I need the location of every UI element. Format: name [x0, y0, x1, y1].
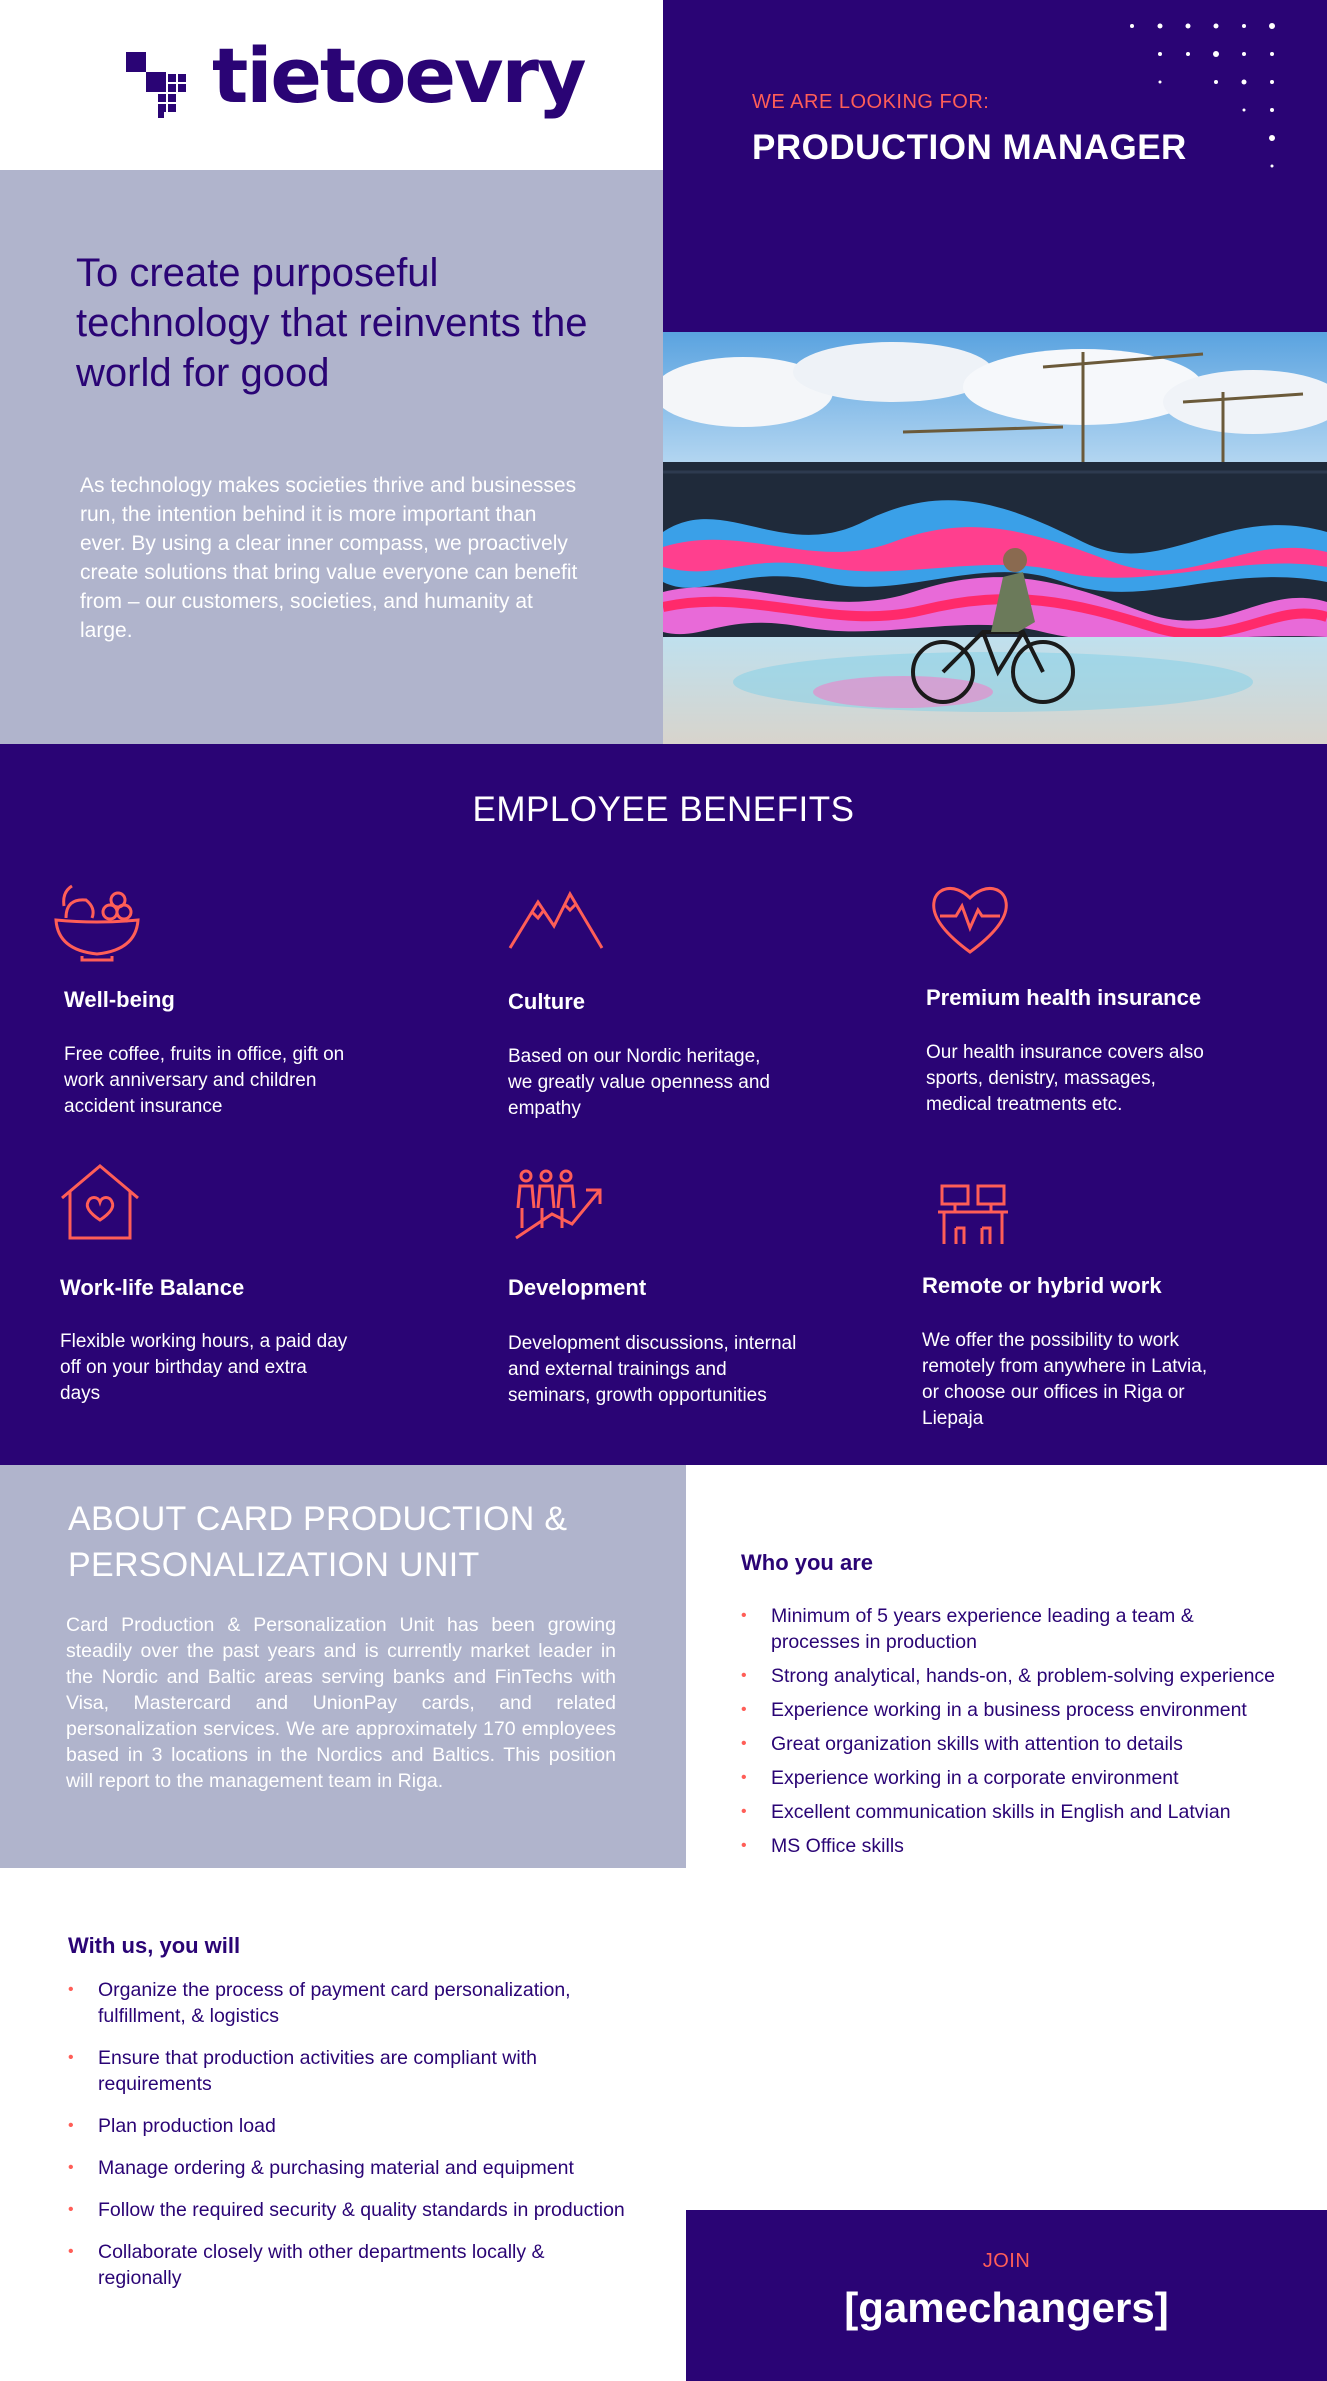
benefit-text-culture: Based on our Nordic heritage, we greatly value openness and empathy	[508, 1046, 770, 1119]
home-heart-icon	[58, 1162, 142, 1242]
mural-cyclist-photo	[663, 332, 1327, 744]
list-item: • Experience working in a business process environment	[741, 1697, 1281, 1723]
benefit-title-health: Premium health insurance	[926, 985, 1202, 1010]
looking-for-label: WE ARE LOOKING FOR:	[752, 91, 990, 113]
mountains-icon	[508, 888, 604, 952]
list-item: • Collaborate closely with other departments locally & regionally	[68, 2239, 628, 2291]
list-item: • Strong analytical, hands-on, & problem-solving experience	[741, 1663, 1281, 1689]
list-item: • Minimum of 5 years experience leading a team & processes in production	[741, 1603, 1281, 1655]
benefit-text-wellbeing: Free coffee, fruits in office, gift on work anniversary and children accident insurance	[64, 1044, 345, 1117]
list-item: • Manage ordering & purchasing material and equipment	[68, 2155, 628, 2181]
heartbeat-icon	[930, 882, 1010, 956]
job-title: PRODUCTION MANAGER	[752, 128, 1187, 167]
mission-heading: To create purposeful technology that reinvents the world for good	[76, 251, 588, 395]
with-us-list	[68, 1977, 628, 2307]
benefit-text-development: Development discussions, internal and external trainings and seminars, growth opportunities	[508, 1333, 797, 1406]
benefit-text-remote: We offer the possibility to work remotely from anywhere in Latvia, or choose our offices in Riga or Liepaja	[922, 1330, 1208, 1429]
list-item: • Excellent communication skills in English and Latvian	[741, 1799, 1281, 1825]
list-item: • Organize the process of payment card personalization, fulfillment, & logistics	[68, 1977, 628, 2029]
who-you-are-list	[741, 1603, 1281, 1867]
benefit-title-culture: Culture	[508, 989, 585, 1014]
list-item: • MS Office skills	[741, 1833, 1281, 1859]
benefit-title-development: Development	[508, 1275, 647, 1300]
fruit-bowl-icon	[52, 880, 142, 962]
list-item: • Ensure that production activities are compliant with requirements	[68, 2045, 628, 2097]
benefit-text-work-life: Flexible working hours, a paid day off on your birthday and extra days	[60, 1331, 348, 1404]
with-us-title: With us, you will	[68, 1933, 241, 1958]
benefit-title-remote: Remote or hybrid work	[922, 1273, 1162, 1298]
join-slogan: [gamechangers]	[844, 2284, 1169, 2331]
list-item: • Plan production load	[68, 2113, 628, 2139]
logo-mark-icon	[126, 52, 190, 120]
list-item: • Great organization skills with attention to details	[741, 1731, 1281, 1757]
mission-body: As technology makes societies thrive and businesses run, the intention behind it is more important than ever. By using a clear inner compass, we proactively create solutions that bring value everyone can benefit from – our customers, societies, and humanity at large.	[80, 474, 578, 642]
team-growth-icon	[512, 1168, 604, 1242]
who-you-are-title: Who you are	[741, 1550, 874, 1575]
about-title: ABOUT CARD PRODUCTION & PERSONALIZATION UNIT	[68, 1500, 568, 1584]
benefit-title-work-life: Work-life Balance	[60, 1275, 245, 1300]
desks-icon	[936, 1184, 1010, 1248]
logo-text: tietoevry	[212, 31, 585, 120]
about-body: Card Production & Personalization Unit has been growing steadily over the past years and is currently market leader in the Nordic and Baltic areas serving banks and FinTechs with Visa, Mastercard and UnionPay cards, and related personalization services. We are approximately 170 employees based in 3 locations in the Nordics and Baltics. This position will report to the management team in Riga.	[66, 1614, 616, 1792]
join-label: JOIN	[982, 2250, 1031, 2272]
benefit-title-wellbeing: Well-being	[64, 987, 175, 1012]
benefits-title: EMPLOYEE BENEFITS	[472, 790, 855, 829]
list-item: • Experience working in a corporate environment	[741, 1765, 1281, 1791]
list-item: • Follow the required security & quality standards in production	[68, 2197, 628, 2223]
benefit-text-health: Our health insurance covers also sports, denistry, massages, medical treatments etc.	[926, 1042, 1204, 1115]
